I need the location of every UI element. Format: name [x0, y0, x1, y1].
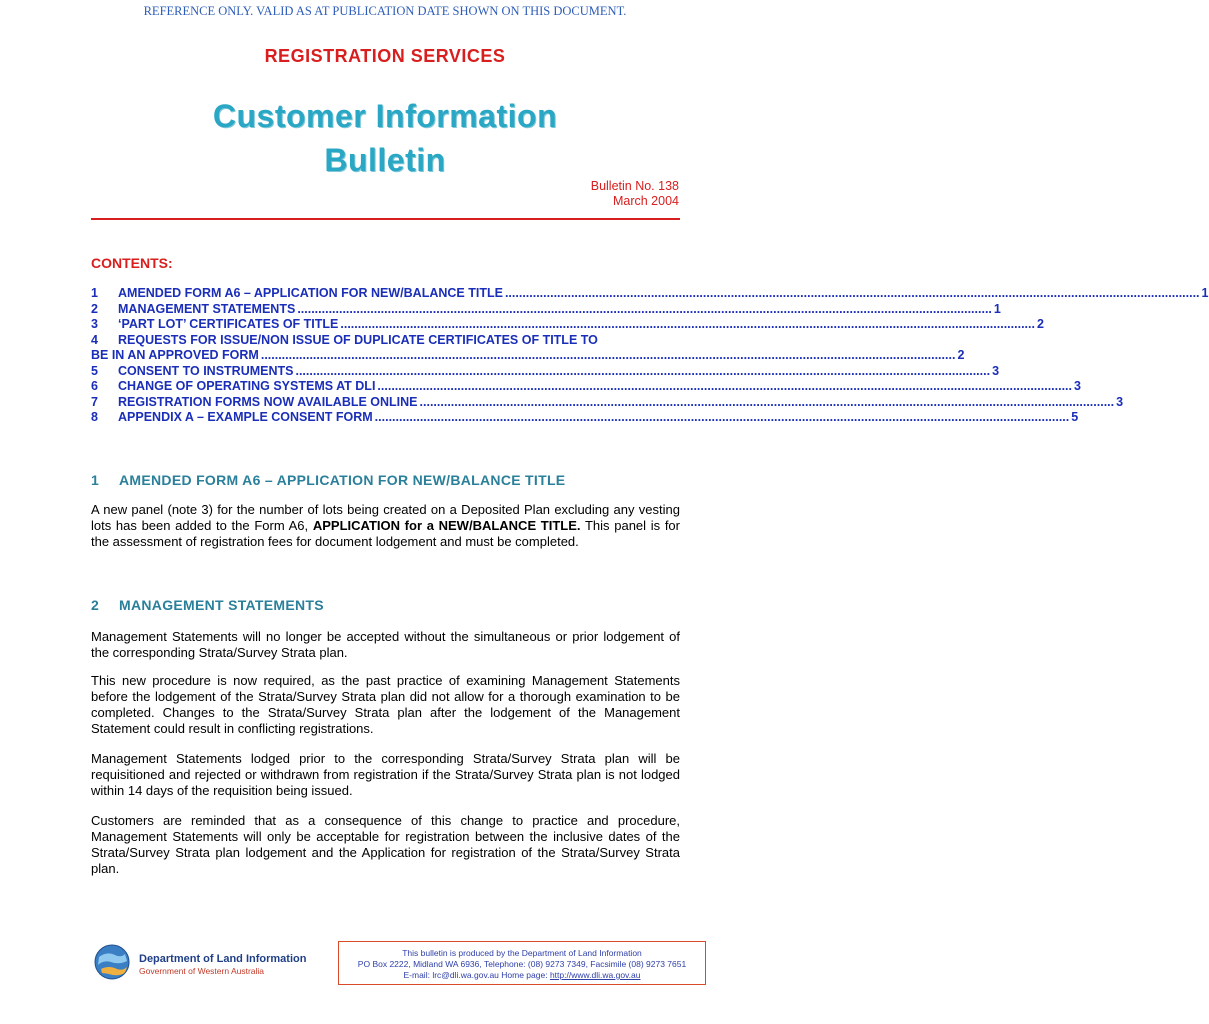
footer-contact-box	[338, 941, 706, 985]
toc-number: 4	[91, 332, 98, 347]
toc-page: 5	[1071, 410, 1079, 424]
toc-item[interactable]	[91, 363, 1000, 380]
toc-item[interactable]	[91, 301, 1001, 318]
bulletin-number: Bulletin No. 138	[590, 179, 679, 193]
paragraph-text: A new panel (note 3) for the number of lots being created on a Deposited Plan excluding any vesting lots has been added to the Form A6,	[91, 502, 680, 533]
footer-links	[339, 970, 705, 981]
toc-item[interactable]	[91, 410, 1079, 426]
toc-number: 2	[91, 301, 98, 316]
toc-title: REQUESTS FOR ISSUE/NON ISSUE OF DUPLICATE CERTIFICATES OF TITLE TO	[118, 332, 598, 347]
toc-leader: ........................................................................................................................................................................................................	[504, 286, 1200, 300]
title-line-2: Bulletin	[324, 142, 446, 178]
toc-number: 5	[91, 363, 98, 378]
globe-icon	[93, 943, 131, 981]
toc-title: MANAGEMENT STATEMENTS	[118, 301, 296, 316]
form-name-emphasis: APPLICATION for a NEW/BALANCE TITLE.	[312, 518, 581, 533]
dli-logo	[93, 942, 323, 982]
title-divider	[91, 218, 680, 220]
toc-leader: ........................................................................................................................................................................................................	[340, 317, 1035, 331]
toc-title: CONSENT TO INSTRUMENTS	[118, 363, 294, 378]
toc-number: 7	[91, 394, 98, 409]
toc-title: APPENDIX A – EXAMPLE CONSENT FORM	[118, 410, 373, 424]
toc-leader: ........................................................................................................................................................................................................	[295, 363, 991, 378]
toc-item-continuation[interactable]	[91, 348, 965, 364]
footer-produced-by: This bulletin is produced by the Department of Land Information	[402, 948, 642, 958]
logo-department-text: Department of Land Information	[139, 953, 307, 965]
toc-page: 1	[993, 301, 1001, 316]
toc-leader: ........................................................................................................................................................................................................	[419, 394, 1115, 409]
toc-page: 3	[992, 363, 1000, 378]
section-2-paragraph: This new procedure is now required, as the past practice of examining Management Statements before the lodgement of the Strata/Survey Strata plan did not allow for a thorough examination to be completed. Changes to the Strata/Survey Strata plan after the lodgement of the Management Statement could result in conflicting registrations.	[91, 673, 680, 736]
bulletin-title	[0, 94, 770, 182]
section-2-paragraph: Management Statements will no longer be accepted without the simultaneous or prior lodgement of the corresponding Strata/Survey Strata plan.	[91, 629, 680, 660]
section-1-paragraph	[91, 502, 680, 550]
home-page-label: Home page:	[498, 970, 550, 980]
toc-leader: ........................................................................................................................................................................................................	[377, 379, 1073, 393]
toc-page: 2	[957, 348, 965, 362]
toc-page: 1	[1201, 286, 1209, 300]
table-of-contents	[91, 286, 1209, 426]
toc-item[interactable]	[91, 379, 1081, 395]
email-label: E-mail:	[403, 970, 433, 980]
registration-services-heading: REGISTRATION SERVICES	[264, 46, 506, 66]
footer-address: PO Box 2222, Midland WA 6936, Telephone: (08) 9273 7349, Facsimile (08) 9273 7651	[357, 959, 687, 969]
toc-page: 2	[1036, 317, 1044, 331]
title-line-1: Customer Information	[212, 98, 558, 134]
toc-leader: ........................................................................................................................................................................................................	[260, 348, 956, 362]
toc-item[interactable]	[91, 317, 1044, 333]
contents-heading: CONTENTS:	[91, 255, 173, 271]
section-number: 2	[91, 597, 100, 613]
reference-notice: REFERENCE ONLY. VALID AS AT PUBLICATION DATE SHOWN ON THIS DOCUMENT.	[143, 4, 627, 18]
toc-title: ‘PART LOT’ CERTIFICATES OF TITLE	[118, 317, 339, 331]
toc-number: 1	[91, 286, 98, 300]
paragraph-text: This panel is for the assessment of registration fees for document lodgement and must be completed.	[91, 518, 680, 549]
toc-number: 6	[91, 379, 98, 393]
toc-title-continued: BE IN AN APPROVED FORM	[91, 348, 259, 362]
toc-item[interactable]	[91, 286, 1209, 302]
toc-title: REGISTRATION FORMS NOW AVAILABLE ONLINE	[118, 394, 418, 409]
toc-number: 3	[91, 317, 98, 331]
toc-page: 3	[1074, 379, 1081, 393]
bulletin-date: March 2004	[612, 194, 679, 208]
section-2-paragraph: Management Statements lodged prior to the corresponding Strata/Survey Strata plan will be requisitioned and rejected or withdrawn from registration if the Strata/Survey Strata plan is not lodged within 14 days of the requisition being issued.	[91, 751, 680, 798]
toc-leader: ........................................................................................................................................................................................................	[297, 301, 992, 316]
section-2-paragraph: Customers are reminded that as a consequence of this change to practice and procedure, Management Statements will only be acceptable for registration between the inclusive dates of the Strata/Survey Strata plan lodgement and the Application for registration of the Strata/Survey Strata plan.	[91, 813, 680, 876]
toc-leader: ........................................................................................................................................................................................................	[374, 410, 1070, 424]
home-page-link[interactable]: http://www.dli.wa.gov.au	[549, 970, 641, 980]
section-title: AMENDED FORM A6 – APPLICATION FOR NEW/BALANCE TITLE	[119, 472, 566, 488]
section-number: 1	[91, 472, 100, 488]
toc-title: AMENDED FORM A6 – APPLICATION FOR NEW/BALANCE TITLE	[118, 286, 503, 300]
toc-page: 3	[1116, 394, 1124, 409]
bulletin-meta	[591, 179, 679, 209]
section-2-heading	[91, 597, 324, 613]
toc-number: 8	[91, 410, 98, 424]
logo-government-text: Government of Western Australia	[139, 966, 265, 976]
email-address[interactable]: lrc@dli.wa.gov.au	[432, 970, 499, 980]
toc-item[interactable]	[91, 394, 1124, 411]
toc-item[interactable]	[91, 333, 680, 349]
section-title: MANAGEMENT STATEMENTS	[119, 597, 324, 613]
toc-title: CHANGE OF OPERATING SYSTEMS AT DLI	[118, 379, 376, 393]
section-1-heading	[91, 472, 565, 488]
